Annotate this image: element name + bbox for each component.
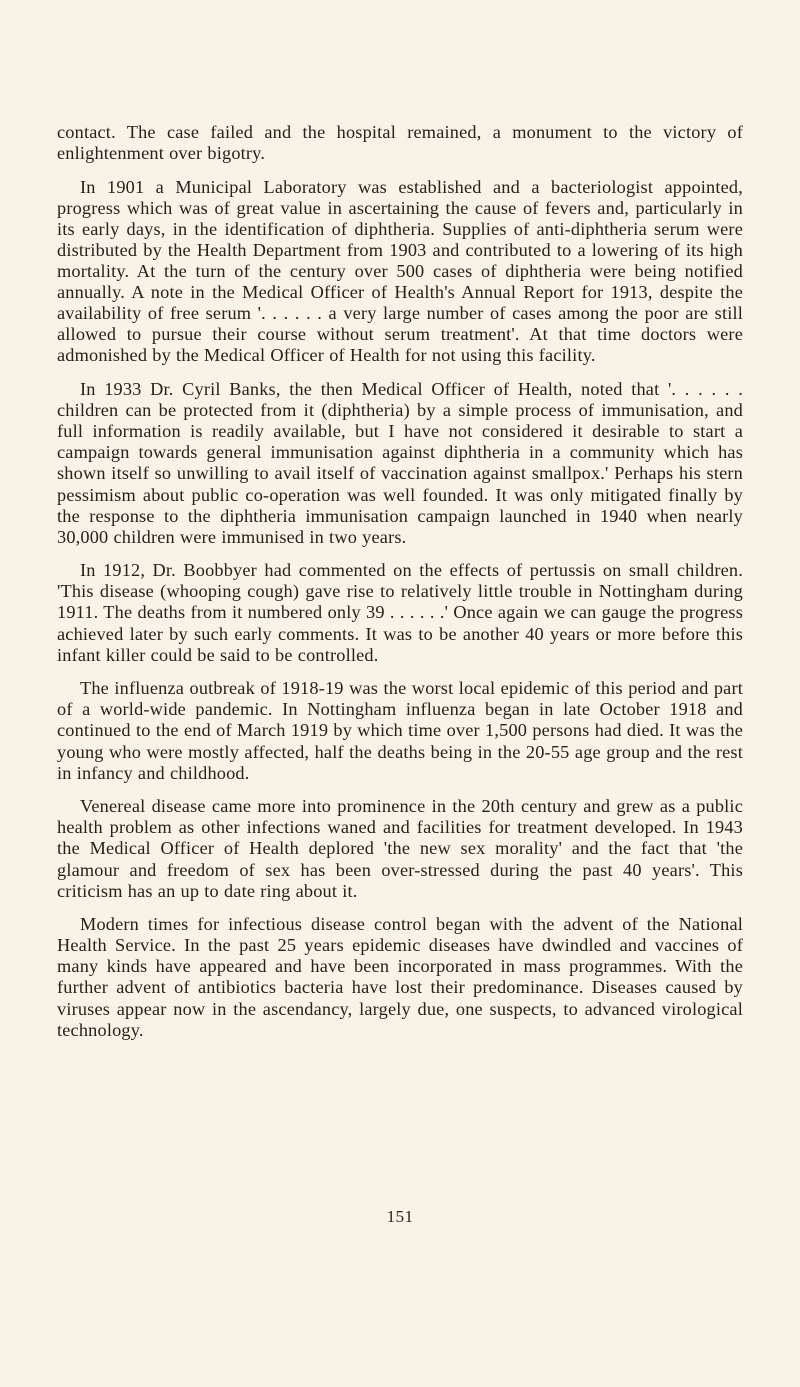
- paragraph-modern-times: Modern times for infectious disease control began with the advent of the National Health Service. In the past 25 years epidemic diseases have dwindled and vaccines of many kinds have appeared and have been incorporated in mass programmes. With the further advent of antibiotics bacteria have lost their predominance. Diseases caused by viruses appear now in the ascendancy, largely due, one suspects, to advanced virological technology.: [57, 914, 743, 1040]
- paragraph-venereal-disease: Venereal disease came more into prominence in the 20th century and grew as a public health problem as other infections waned and facilities for treatment developed. In 1943 the Medical Officer of Health deplored 'the new sex morality' and the fact that 'the glamour and freedom of sex has been over-stressed during the past 40 years'. This criticism has an up to date ring about it.: [57, 796, 743, 901]
- paragraph-cyril-banks: In 1933 Dr. Cyril Banks, the then Medical Officer of Health, noted that '. . . . . . children can be protected from it (diphtheria) by a simple process of immunisation, and full information is readily available, but I have not considered it desirable to start a campaign towards general immunisation against diphtheria in a community which has shown itself so unwilling to avail itself of vaccination against smallpox.' Perhaps his stern pessimism about public co-operation was well founded. It was only mitigated finally by the response to the diphtheria immunisation campaign launched in 1940 when nearly 30,000 children were immunised in two years.: [57, 379, 743, 547]
- paragraph-continuation: contact. The case failed and the hospital remained, a monument to the victory of enlightenment over bigotry.: [57, 122, 743, 164]
- body-text-block: [57, 122, 743, 1041]
- page-number: 151: [386, 1207, 414, 1226]
- paragraph-municipal-laboratory: In 1901 a Municipal Laboratory was established and a bacteriologist appointed, progress which was of great value in ascertaining the cause of fevers and, particularly in its early days, in the identification of diphtheria. Supplies of anti-diphtheria serum were distributed by the Health Department from 1903 and contributed to a lowering of its high mortality. At the turn of the century over 500 cases of diphtheria were being notified annually. A note in the Medical Officer of Health's Annual Report for 1913, despite the availability of free serum '. . . . . . a very large number of cases among the poor are still allowed to pursue their course without serum treatment'. At that time doctors were admonished by the Medical Officer of Health for not using this facility.: [57, 176, 743, 366]
- paragraph-influenza-outbreak: The influenza outbreak of 1918-19 was the worst local epidemic of this period and part of a world-wide pandemic. In Nottingham influenza began in late October 1918 and continued to the end of March 1919 by which time over 1,500 persons had died. It was the young who were mostly affected, half the deaths being in the 20-55 age group and the rest in infancy and childhood.: [57, 678, 743, 783]
- paragraph-boobbyer-pertussis: In 1912, Dr. Boobbyer had commented on the effects of pertussis on small children. 'This disease (whooping cough) gave rise to relatively little trouble in Nottingham during 1911. The deaths from it numbered only 39 . . . . . .' Once again we can gauge the progress achieved later by such early comments. It was to be another 40 years or more before this infant killer could be said to be controlled.: [57, 560, 743, 665]
